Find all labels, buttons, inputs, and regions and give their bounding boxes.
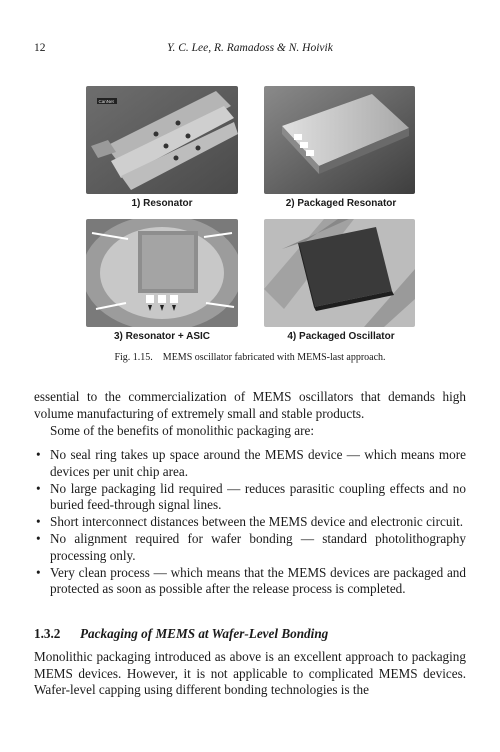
figure-caption [34, 352, 466, 363]
packaged-resonator-image [264, 86, 415, 194]
running-head: Y. C. Lee, R. Ramadoss & N. Hoivik [167, 42, 333, 54]
paragraph-3: Monolithic packaging introduced as above is an excellent approach to packaging MEMS devices. However, it is not applicable to complicated MEMS devices. Wafer-level capping using different bonding technologies is the [34, 649, 466, 697]
packaged-oscillator-image [264, 219, 415, 327]
section-heading [34, 626, 466, 642]
page-header [34, 42, 466, 58]
panel-caption-2: 2) Packaged Resonator [285, 198, 397, 209]
section-number: 1.3.2 [34, 626, 61, 641]
figure-caption-text: MEMS oscillator fabricated with MEMS-last approach. [162, 352, 386, 363]
list-item: • Short interconnect distances between the MEMS device and electronic circuit. [34, 514, 466, 531]
sem-resonator-image [86, 86, 238, 194]
list-item: • Very clean process — which means that the MEMS devices are packaged and protected as soon as possible after the release process is completed. [34, 565, 466, 598]
list-item: • No seal ring takes up space around the MEMS device — which means more devices per unit chip area. [34, 447, 466, 480]
benefits-list [34, 447, 466, 598]
inset-label: CanNet [98, 98, 114, 104]
section-title: Packaging of MEMS at Wafer-Level Bonding [80, 626, 329, 641]
paragraph-2: Some of the benefits of monolithic packaging are: [50, 423, 315, 438]
list-item: • No large packaging lid required — reduces parasitic coupling effects and no buried feed-through signal lines. [34, 481, 466, 514]
list-item: • No alignment required for wafer bonding — standard photolithography processing only. [34, 531, 466, 564]
panel-caption-3: 3) Resonator + ASIC [113, 331, 211, 342]
panel-caption-4: 4) Packaged Oscillator [287, 331, 395, 342]
paragraph-1: essential to the commercialization of MEMS oscillators that demands high volume manufacturing of extremely small and stable products. [34, 389, 466, 421]
page-number: 12 [34, 42, 46, 54]
panel-caption-1: 1) Resonator [131, 198, 193, 209]
figure-label: Fig. 1.15. [114, 352, 153, 363]
resonator-asic-image [86, 219, 238, 327]
